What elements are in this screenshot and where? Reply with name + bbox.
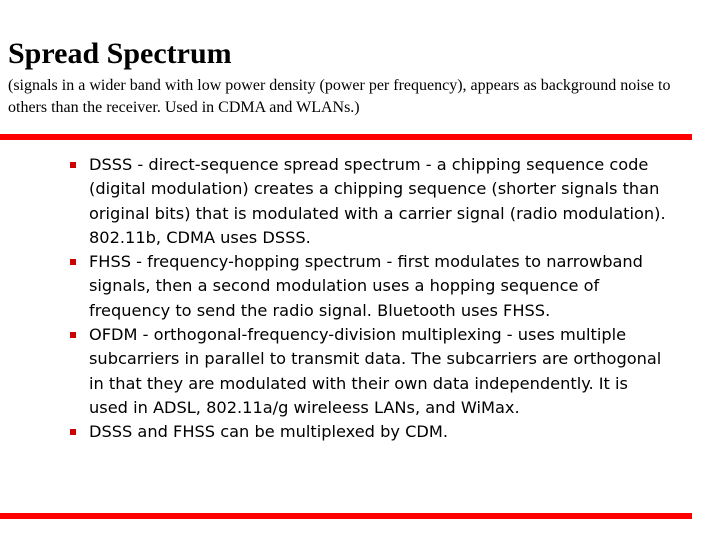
bullet-text: DSSS and FHSS can be multiplexed by CDM. [89,422,448,442]
bullet-text: FHSS - frequency-hopping spectrum - first modulates to narrowband signals, then a second modulation uses a hopping sequence of frequency to send the radio signal. Bluetooth uses FHSS. [89,252,643,320]
bullet-item-ofdm [70,323,670,420]
slide-subtitle: (signals in a wider band with low power density (power per frequency), appears as background noise to others than the receiver. Used in CDMA and WLANs.) [8,77,671,116]
bullet-item-cdm [70,420,670,444]
top-divider [0,134,692,140]
square-bullet-icon [70,162,76,168]
square-bullet-icon [70,332,76,338]
bullet-item-dsss [70,153,670,250]
slide-title: Spread Spectrum [8,37,232,70]
square-bullet-icon [70,429,76,435]
bullet-text: DSSS - direct-sequence spread spectrum - a chipping sequence code (digital modulation) creates a chipping sequence (shorter signals than original bits) that is modulated with a carrier signal (radio modulation). 802.11b, CDMA uses DSSS. [89,155,666,247]
bullet-item-fhss [70,250,670,323]
bullet-text: OFDM - orthogonal-frequency-division multiplexing - uses multiple subcarriers in parallel to transmit data. The subcarriers are orthogonal in that they are modulated with their own data independently. It is used in ADSL, 802.11a/g wireleess LANs, and WiMax. [89,325,662,417]
bottom-divider [0,513,692,519]
square-bullet-icon [70,259,76,265]
bullet-list [70,153,670,445]
